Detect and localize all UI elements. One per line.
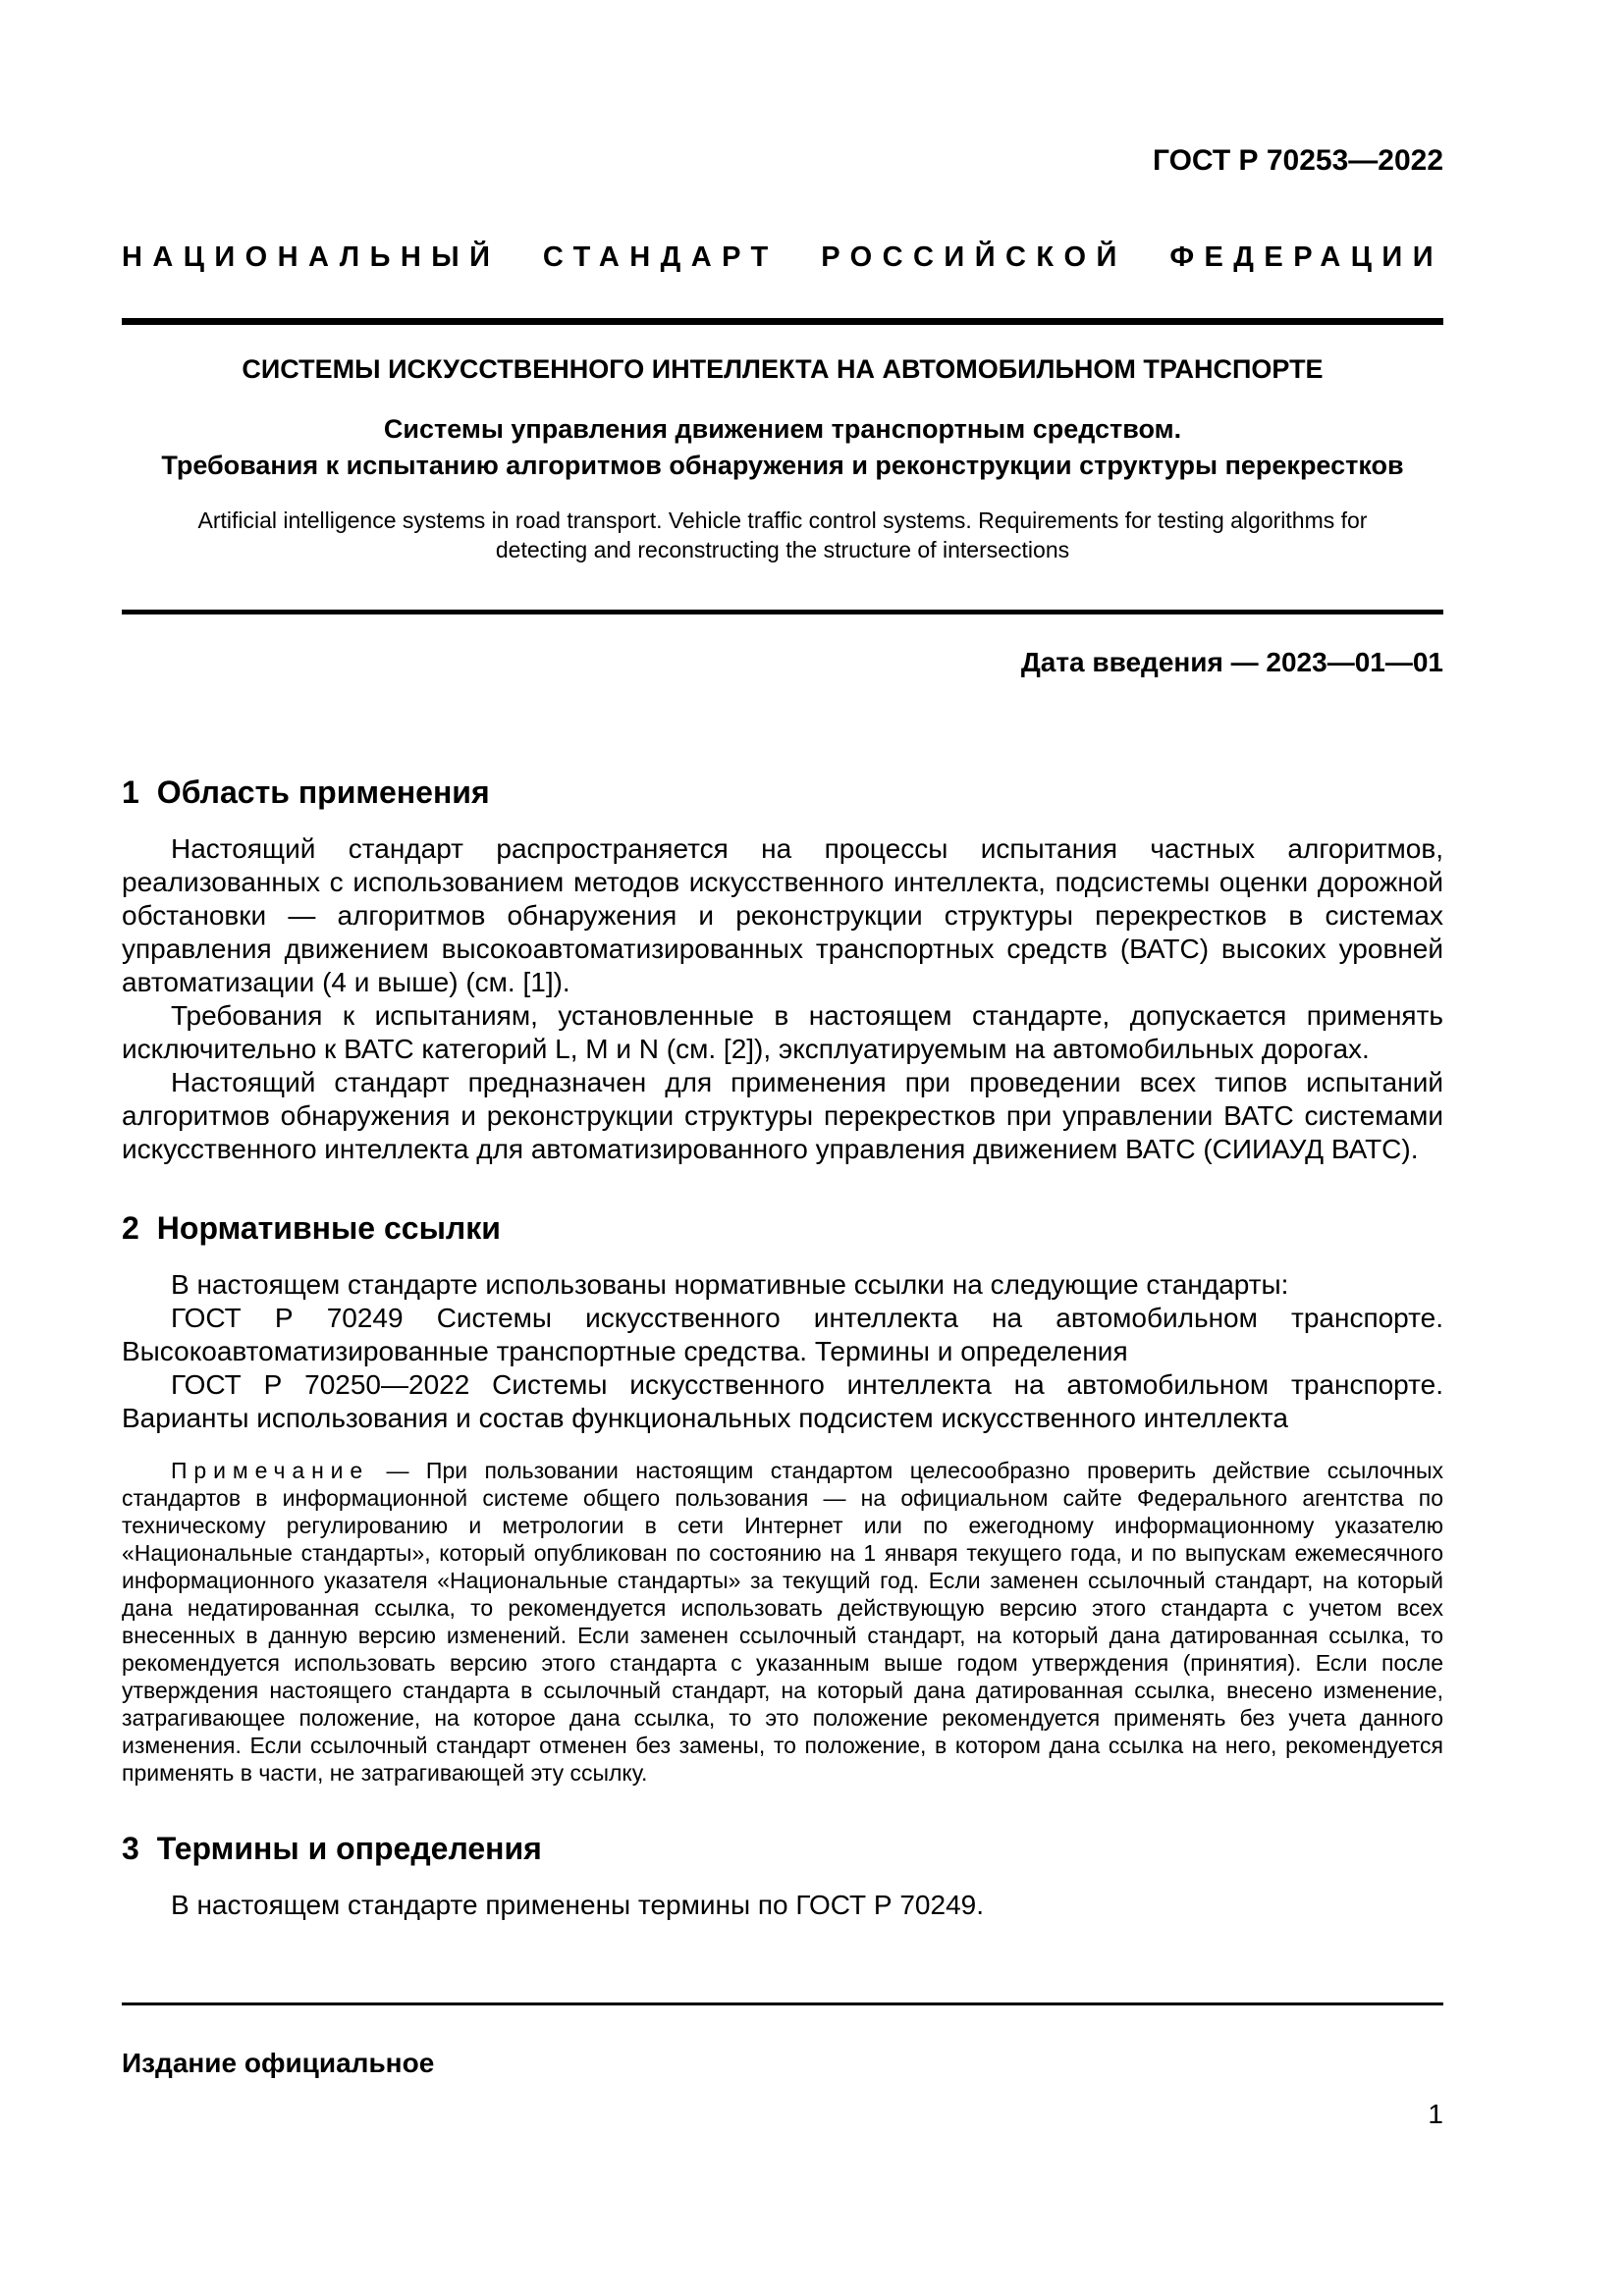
section-3-title: Термины и определения [156, 1831, 542, 1866]
section-terms-definitions [122, 1787, 1443, 1922]
section-2-body [122, 1268, 1443, 1787]
doc-subtitle-line2: Требования к испытанию алгоритмов обнаружения и реконструкции структуры перекрестков [161, 451, 1404, 480]
section-normative-references [122, 1166, 1443, 1787]
paragraph: Требования к испытаниям, установленные в настоящем стандарте, допускается применять исключительно к ВАТС категорий L, M и N (см. [2]), эксплуатируемым на автомобильных дорогах. [122, 1000, 1443, 1064]
page-number: 1 [1428, 2099, 1443, 2129]
divider-banner [122, 318, 1443, 325]
doc-subtitle-line1: Системы управления движением транспортным средством. [383, 414, 1182, 444]
standard-reference: ГОСТ Р 70250—2022 Системы искусственного интеллекта на автомобильном транспорте. Варианты использования и состав функциональных подсистем искусственного интеллекта [122, 1369, 1443, 1433]
national-standard-banner: НАЦИОНАЛЬНЫЙ СТАНДАРТ РОССИЙСКОЙ ФЕДЕРАЦИИ [122, 241, 1443, 273]
section-1-title: Область применения [156, 774, 490, 810]
page-footer [122, 2002, 1443, 2131]
note [122, 1457, 1443, 1787]
effective-date: Дата введения — 2023—01—01 [1020, 647, 1443, 677]
section-3-number: 3 [122, 1831, 139, 1866]
doc-subtitle [122, 411, 1443, 484]
section-3-heading [122, 1830, 1443, 1867]
standard-reference: ГОСТ Р 70249 Системы искусственного интеллекта на автомобильном транспорте. Высокоавтоматизированные транспортные средства. Термины и определения [122, 1303, 1443, 1366]
doc-code: ГОСТ Р 70253—2022 [1152, 144, 1443, 177]
section-2-number: 2 [122, 1210, 139, 1246]
note-label: Примечание [171, 1458, 370, 1483]
divider-title [122, 610, 1443, 614]
doc-title: СИСТЕМЫ ИСКУССТВЕННОГО ИНТЕЛЛЕКТА НА АВТОМОБИЛЬНОМ ТРАНСПОРТЕ [242, 354, 1324, 384]
doc-title-english: Artificial intelligence systems in road transport. Vehicle traffic control systems. Requirements for testing algorithms for detecting and reconstructing the structure of intersections [197, 507, 1368, 562]
section-1-number: 1 [122, 774, 139, 810]
edition-note: Издание официальное [122, 2048, 435, 2078]
section-2-heading [122, 1209, 1443, 1247]
section-2-title: Нормативные ссылки [156, 1210, 501, 1246]
paragraph: В настоящем стандарте использованы нормативные ссылки на следующие стандарты: [171, 1269, 1289, 1300]
paragraph: В настоящем стандарте применены термины по ГОСТ Р 70249. [171, 1890, 984, 1920]
section-3-body [122, 1889, 1443, 1922]
paragraph: Настоящий стандарт предназначен для применения при проведении всех типов испытаний алгоритмов обнаружения и реконструкции структуры перекрестков при управлении ВАТС системами искусственного интеллекта для автоматизированного управления движением ВАТС (СИИАУД ВАТС). [122, 1067, 1443, 1164]
paragraph: Настоящий стандарт распространяется на процессы испытания частных алгоритмов, реализованных с использованием методов искусственного интеллекта, подсистемы оценки дорожной обстановки — алгоритмов обнаружения и реконструкции структуры перекрестков в системах управления движением высокоавтоматизированных транспортных средств (ВАТС) высоких уровней автоматизации (4 и выше) (см. [1]). [122, 833, 1443, 997]
section-scope [122, 679, 1443, 1166]
note-text: — При пользовании настоящим стандартом целесообразно проверить действие ссылочных стандартов в информационной системе общего пользования — на официальном сайте Федерального агентства по техническому регулированию и метрологии в сети Интернет или по ежегодному информационному указателю «Национальные стандарты», который опубликован по состоянию на 1 января текущего года, и по выпускам ежемесячного информационного указателя «Национальные стандарты» за текущий год. Если заменен ссылочный стандарт, на который дана недатированная ссылка, то рекомендуется использовать действующую версию этого стандарта с учетом всех внесенных в данную версию изменений. Если заменен ссылочный стандарт, на который дана датированная ссылка, то рекомендуется использовать версию этого стандарта с указанным выше годом утверждения (принятия). Если после утверждения настоящего стандарта в ссылочный стандарт, на который дана датированная ссылка, внесено изменение, затрагивающее положение, на которое дана ссылка, то это положение рекомендуется применять без учета данного изменения. Если ссылочный стандарт отменен без замены, то положение, в котором дана ссылка на него, рекомендуется применять в части, не затрагивающей эту ссылку. [122, 1458, 1443, 1786]
divider-footer [122, 2002, 1443, 2005]
section-1-heading [122, 774, 1443, 811]
section-1-body [122, 832, 1443, 1166]
